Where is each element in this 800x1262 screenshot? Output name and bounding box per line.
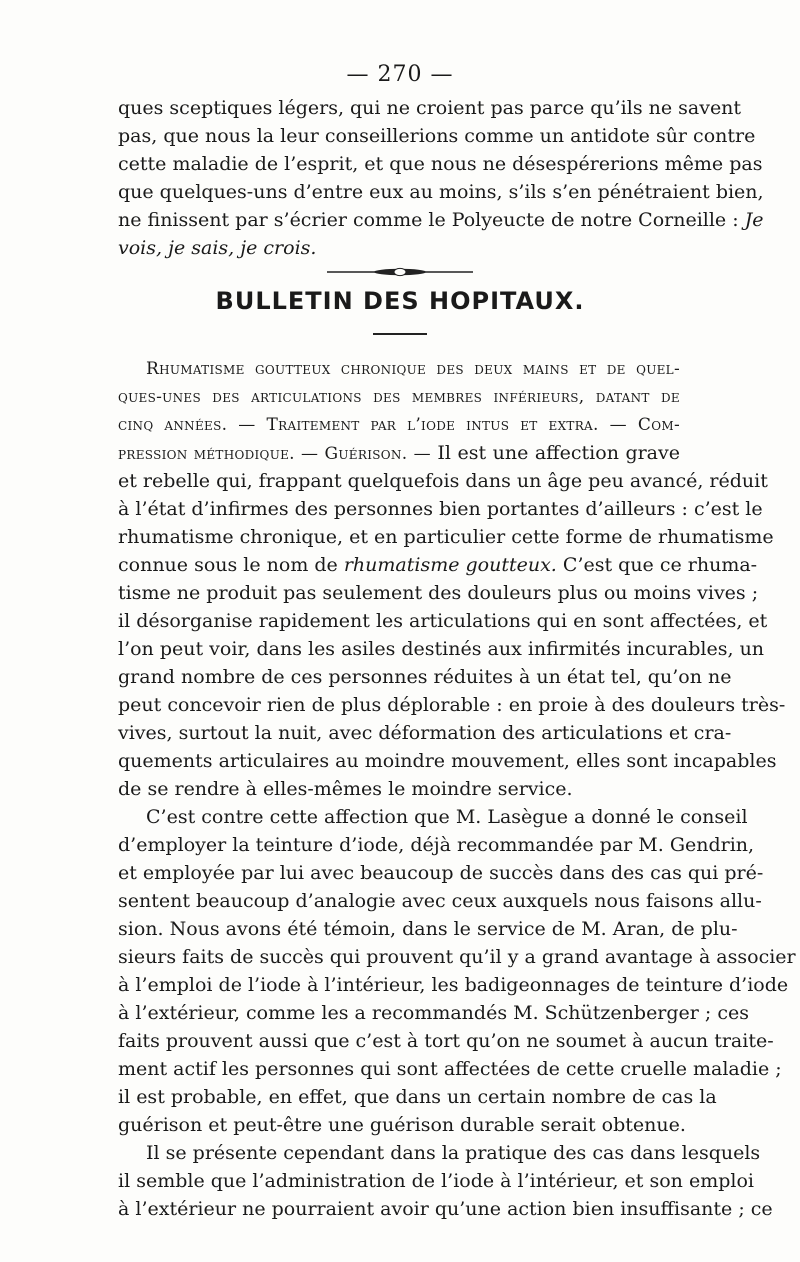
text-line: il est probable, en effet, que dans un certain nombre de cas la — [118, 1086, 717, 1108]
text-line: faits prouvent aussi que c’est à tort qu’on ne soumet à aucun traite- — [118, 1030, 774, 1052]
text-line: sion. Nous avons été témoin, dans le service de M. Aran, de plu- — [118, 918, 738, 940]
text-line: peut concevoir rien de plus déplorable : en proie à des douleurs très- — [118, 694, 786, 716]
text-line: rhumatisme chronique, et en particulier cette forme de rhumatisme — [118, 526, 774, 548]
text-line: ques sceptiques légers, qui ne croient pas parce qu’ils ne savent — [118, 97, 742, 119]
article-title-segment: pression méthodique. — Guérison. — — [118, 444, 431, 464]
text-line: C’est contre cette affection que M. Lasègue a donné le conseil — [146, 806, 748, 828]
text-line: grand nombre de ces personnes réduites à un état tel, qu’on ne — [118, 666, 732, 688]
text-line: à l’emploi de l’iode à l’intérieur, les badigeonnages de teinture d’iode — [118, 974, 789, 996]
text-line: et rebelle qui, frappant quelquefois dans un âge peu avancé, réduit — [118, 470, 768, 492]
text-line: à l’extérieur, comme les a recommandés M. Schützenberger ; ces — [118, 1002, 749, 1024]
text-line: à l’état d’infirmes des personnes bien portantes d’ailleurs : c’est le — [118, 498, 763, 520]
text-line — [118, 551, 758, 579]
section-heading: BULLETIN DES HOPITAUX. — [215, 287, 585, 315]
text-line: vives, surtout la nuit, avec déformation des articulations et cra- — [118, 722, 732, 744]
text-line: sentent beaucoup d’analogie avec ceux auxquels nous faisons allu- — [118, 890, 762, 912]
text-segment: Il est une affection grave — [437, 442, 680, 464]
text-line — [118, 439, 680, 467]
text-line: pas, que nous la leur conseillerions comme un antidote sûr contre — [118, 125, 756, 147]
text-line: à l’extérieur ne pourraient avoir qu’une action bien insuffisante ; ce — [118, 1198, 773, 1220]
text-line: tisme ne produit pas seulement des douleurs plus ou moins vives ; — [118, 582, 759, 604]
text-line — [118, 206, 764, 234]
text-line: guérison et peut-être une guérison durable serait obtenue. — [118, 1114, 686, 1136]
article-title-line: Rhumatisme goutteux chronique des deux mains et de quel- — [146, 359, 680, 379]
text-line: Il se présente cependant dans la pratique des cas dans lesquels — [146, 1142, 761, 1164]
article-title-line: cinq années. — Traitement par l’iode intus et extra. — Com- — [118, 415, 680, 435]
text-line: et employée par lui avec beaucoup de succès dans des cas qui pré- — [118, 862, 764, 884]
heading-rule — [373, 333, 427, 335]
text-line: sieurs faits de succès qui prouvent qu’il y a grand avantage à associer — [118, 946, 796, 968]
text-line: quements articulaires au moindre mouvement, elles sont incapables — [118, 750, 777, 772]
text-segment: ne finissent par s’écrier comme le Polyeucte de notre Corneille : — [118, 209, 739, 231]
article-body — [118, 355, 796, 1223]
text-segment: C’est que ce rhuma- — [562, 554, 758, 576]
text-line: que quelques-uns d’entre eux au moins, s’ils s’en pénétraient bien, — [118, 181, 764, 203]
text-line: ment actif les personnes qui sont affectées de cette cruelle maladie ; — [118, 1058, 782, 1080]
text-line: de se rendre à elles-mêmes le moindre service. — [118, 778, 573, 800]
intro-paragraph — [118, 94, 764, 262]
text-line: vois, je sais, je crois. — [118, 237, 317, 259]
text-line: il désorganise rapidement les articulations qui en sont affectées, et — [118, 610, 768, 632]
italic-text: rhumatisme goutteux. — [343, 554, 557, 576]
page-number: — 270 — — [346, 62, 454, 87]
italic-text: Je — [744, 209, 764, 231]
ornamental-rule — [327, 267, 473, 277]
text-line: cette maladie de l’esprit, et que nous ne désespérerions même pas — [118, 153, 763, 175]
article-title-line: ques-unes des articulations des membres inférieurs, datant de — [118, 387, 680, 407]
text-line: d’employer la teinture d’iode, déjà recommandée par M. Gendrin, — [118, 834, 755, 856]
text-line: l’on peut voir, dans les asiles destinés aux infirmités incurables, un — [118, 638, 765, 660]
text-segment: connue sous le nom de — [118, 554, 338, 576]
text-line: il semble que l’administration de l’iode à l’intérieur, et son emploi — [118, 1170, 754, 1192]
